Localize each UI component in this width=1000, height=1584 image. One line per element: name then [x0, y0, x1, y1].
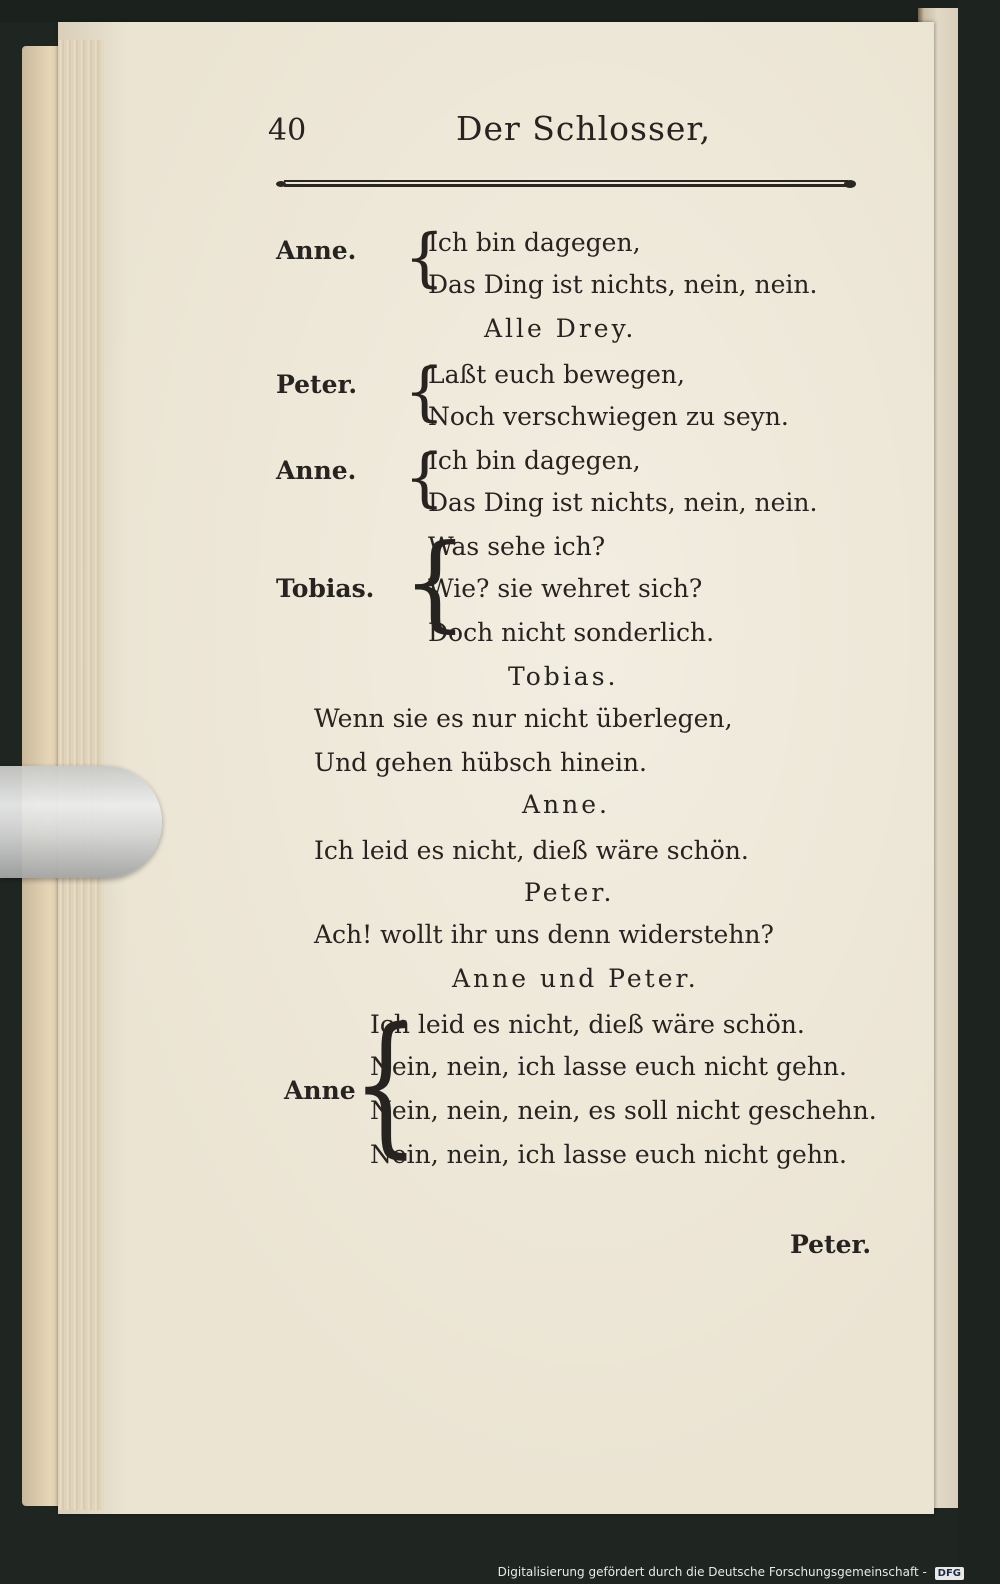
verse-line: Wie? sie wehret sich? [428, 574, 703, 603]
rule-line-thick [284, 184, 848, 187]
verse-line: Noch verschwiegen zu seyn. [428, 402, 789, 431]
running-title: Der Schlosser, [456, 109, 712, 148]
verse-line: Ach! wollt ihr uns denn widerstehn? [314, 920, 774, 949]
verse-line: Ich leid es nicht, dieß wäre schön. [370, 1010, 805, 1039]
brace: { [402, 521, 469, 643]
speaker-heading: Anne. [522, 790, 610, 819]
brace: { [404, 441, 445, 515]
verse-line: Wenn sie es nur nicht überlegen, [314, 704, 733, 733]
verse-line: Das Ding ist nichts, nein, nein. [428, 488, 818, 517]
page-holder-clip [0, 766, 162, 878]
verse-line: Doch nicht sonderlich. [428, 618, 715, 647]
scan-right-border [958, 0, 1000, 1584]
header-rule [276, 180, 856, 188]
verse-line: Und gehen hübsch hinein. [314, 748, 647, 777]
brace: { [404, 355, 445, 429]
brace: { [404, 221, 445, 295]
speaker-heading: Alle Drey. [484, 314, 637, 343]
verse-line: Das Ding ist nichts, nein, nein. [428, 270, 818, 299]
verse-line: Nein, nein, ich lasse euch nicht gehn. [370, 1140, 847, 1169]
speaker-label: Tobias. [276, 574, 375, 603]
dfg-logo: DFG [935, 1567, 964, 1580]
brace: { [352, 995, 420, 1172]
page-number: 40 [268, 113, 307, 148]
verse-line: Ich leid es nicht, dieß wäre schön. [314, 836, 749, 865]
speaker-heading: Peter. [524, 878, 615, 907]
verse-line: Ich bin dagegen, [428, 446, 641, 475]
speaker-heading: Anne und Peter. [452, 964, 699, 993]
verse-line: Laßt euch bewegen, [428, 360, 685, 389]
digitization-credit [498, 1565, 964, 1580]
verse-line: Ich bin dagegen, [428, 228, 641, 257]
rule-right-end [844, 180, 856, 188]
credit-text: Digitalisierung gefördert durch die Deutsche Forschungsgemeinschaft - [497, 1565, 927, 1579]
rule-line-thin [284, 180, 848, 182]
verse-line: Nein, nein, ich lasse euch nicht gehn. [370, 1052, 847, 1081]
scan-top-border [0, 0, 1000, 22]
speaker-label: Anne. [276, 236, 357, 265]
speaker-label: Anne. [276, 456, 357, 485]
speaker-label: Peter. [276, 370, 358, 399]
catchword: Peter. [790, 1230, 872, 1259]
verse-line: Nein, nein, nein, es soll nicht geschehn. [370, 1096, 877, 1125]
speaker-label: Anne [284, 1076, 356, 1105]
speaker-heading: Tobias. [508, 662, 619, 691]
verse-line: Was sehe ich? [428, 532, 606, 561]
